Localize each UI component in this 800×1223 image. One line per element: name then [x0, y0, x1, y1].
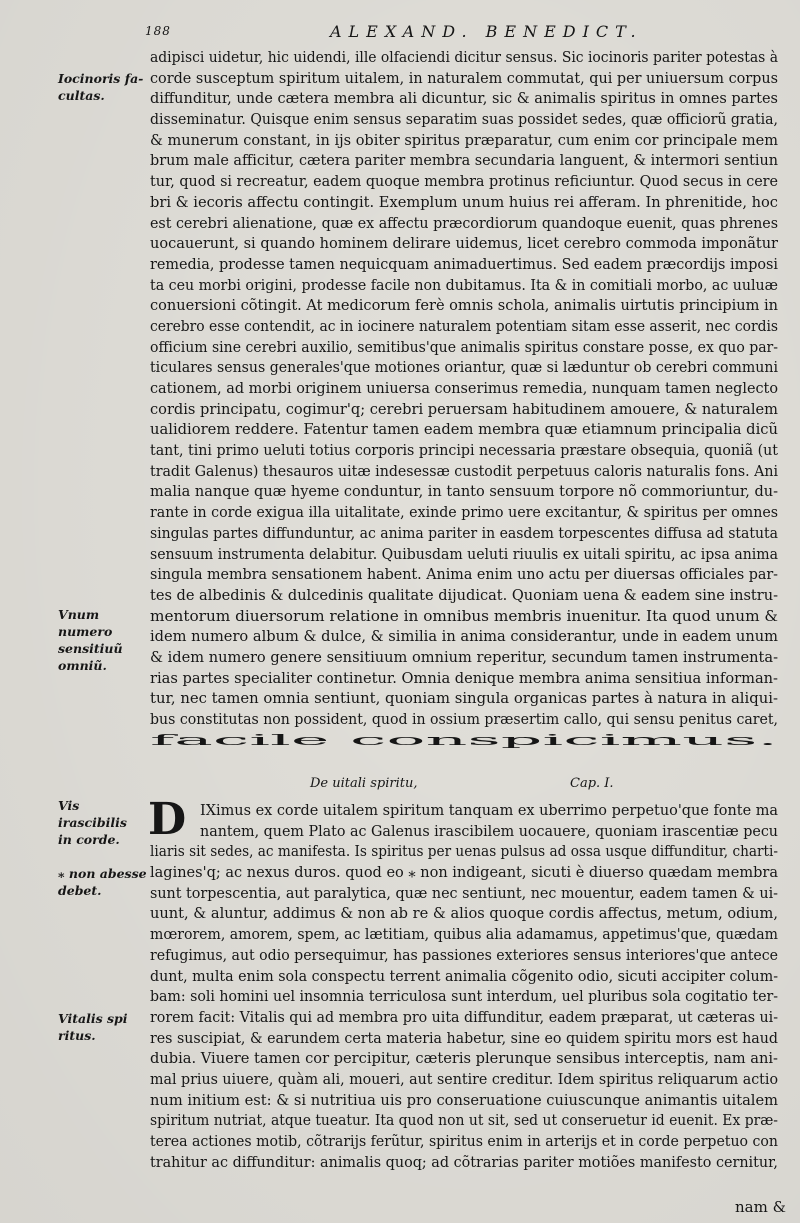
text-line: bus constitutas non possident, quod in ossium præsertim callo, qui sensu penitus caret,: [150, 710, 778, 728]
section-heading: [150, 774, 778, 796]
text-line: dubia. Viuere tamen cor percipitur, cæteris plerunque sensibus interceptis, nam ani-: [150, 1049, 778, 1068]
text-line: refugimus, aut odio persequimur, has passiones exteriores sensus interiores'que antece: [150, 945, 778, 964]
drop-cap: D: [148, 794, 187, 845]
text-line: terea actiones motib, cõtrarijs ferũtur, spiritus enim in arterijs et in corde perpetuo con: [150, 1132, 778, 1150]
page-number: 188: [145, 24, 171, 38]
text-line: facile conspicimus.: [150, 730, 778, 749]
main-text-block: [150, 47, 778, 750]
text-line: dunt, multa enim sola conspectu terrent animalia cõgenito odio, sicuti accipiter colum-: [150, 966, 778, 985]
text-line: liaris sit sedes, ac manifesta. Is spiritus per uenas pulsus ad ossa usque diffunditur, charti-: [150, 842, 778, 861]
text-line: mentorum diuersorum relatione in omnibus membris inuenitur. Ita quod unum &: [150, 606, 778, 625]
margin-note-text: ⁎ non abesse debet.: [58, 866, 147, 898]
text-line: spiritum nutriat, atque tueatur. Ita quod non ut sit, sed ut conseruetur id euenit. Ex præ-: [150, 1111, 778, 1130]
text-line: tradit Galenus) thesauros uitæ indesessæ custodit perpetuus caloris naturalis fons. Ani: [150, 461, 778, 480]
text-line: cerebro esse contendit, ac in iocinere naturalem potentiam sitam esse asserit, nec cordis: [150, 316, 778, 335]
running-header: [145, 22, 775, 44]
margin-note-text: Vis irascibilis in corde.: [58, 798, 127, 847]
text-line: cationem, ad morbi originem uniuersa conserimus remedia, nunquam tamen neglecto: [150, 379, 778, 397]
margin-note-vitalis-spiritus: [58, 1010, 148, 1044]
text-line: cordis principatu, cogimur'q; cerebri peruersam habitudinem amouere, & naturalem: [150, 399, 778, 418]
text-line: mœrorem, amorem, spem, ac lætitiam, quibus alia adamamus, appetimus'que, quædam: [150, 925, 778, 944]
text-line: uocauerunt, si quando hominem delirare uidemus, licet cerebro commoda imponãtur: [150, 234, 778, 253]
text-line: IXimus ex corde uitalem spiritum tanquam ex uberrimo perpetuo'que fonte ma: [200, 801, 778, 819]
text-line: & munerum constant, in ijs obiter spiritus præparatur, cum enim cor principale mem: [150, 130, 778, 149]
text-line: & idem numero genere sensitiuum omnium reperitur, secundum tamen instrumenta-: [150, 647, 778, 666]
text-line: corde susceptum spiritum uitalem, in naturalem commutat, qui per uniuersum corpus: [150, 68, 778, 87]
text-line: idem numero album & dulce, & similia in anima considerantur, unde in eadem unum: [150, 627, 778, 646]
text-line: num initium est: & si nutritiua uis pro conseruatione cuiuscunque animantis uitalem: [150, 1090, 778, 1109]
text-line: tant, tini primo ueluti totius corporis principi necessaria præstare obsequia, quoniã (ut: [150, 441, 778, 460]
text-line: ticulares sensus generales'que motiones oriantur, quæ si læduntur ob cerebri communi: [150, 358, 778, 377]
margin-note-text: Iocinoris fa- cultas.: [58, 71, 144, 103]
text-line: tur, nec tamen omnia sentiunt, quoniam singula organicas partes à natura in aliqui-: [150, 689, 778, 708]
running-title: ALEXAND. BENEDICT.: [330, 22, 643, 41]
margin-note-text: Vitalis spi ritus.: [58, 1011, 128, 1043]
section-title: De uitali spiritu,: [310, 776, 418, 791]
margin-note-text: Vnum numero sensitiuũ omniũ.: [58, 607, 123, 673]
margin-note-vnum-numero: [58, 606, 148, 674]
text-line: rias partes specialiter continetur. Omnia denique membra anima sensitiua informan-: [150, 668, 778, 687]
text-line: nantem, quem Plato ac Galenus irascibilem uocauere, quoniam irascentiæ pecu: [200, 821, 778, 840]
margin-note-non-abesse: [58, 865, 148, 899]
text-line: mal prius uiuere, quàm ali, moueri, aut sentire creditur. Idem spiritus reliquarum actio: [150, 1069, 778, 1088]
text-line: res suscipiat, & earundem certa materia habetur, sine eo quidem spiritu mors est haud: [150, 1028, 778, 1047]
text-line: sensuum instrumenta delabitur. Quibusdam ueluti riuulis ex uitali spiritu, ac ipsa anima: [150, 544, 778, 563]
text-line: tes de albedinis & dulcedinis qualitate dijudicat. Quoniam uena & eadem sine instru-: [150, 585, 778, 604]
text-line: bam: soli homini uel insomnia terriculosa sunt interdum, uel pluribus sola cogitatio ter-: [150, 987, 778, 1006]
text-line: ta ceu morbi origini, prodesse facile non dubitamus. Ita & in comitiali morbo, ac uuluæ: [150, 275, 778, 294]
text-line: disseminatur. Quisque enim sensus separatim suas possidet sedes, quæ officiorũ gratia,: [150, 110, 778, 129]
text-line: bri & iecoris affectu contingit. Exemplum unum huius rei afferam. In phrenitide, hoc: [150, 192, 778, 211]
text-line: adipisci uidetur, hic uidendi, ille olfaciendi dicitur sensus. Sic iocinoris pariter potestas à: [150, 48, 778, 66]
text-line: ualidiorem reddere. Fatentur tamen eadem membra quæ etiamnum principalia dicũ: [150, 420, 778, 439]
chapter-label: Cap. I.: [570, 776, 614, 791]
catchword: nam &: [735, 1198, 786, 1216]
text-line: brum male afficitur, cætera pariter membra secundaria languent, & intermori sentiun: [150, 151, 778, 170]
text-line: tur, quod si recreatur, eadem quoque membra protinus reficiuntur. Quod secus in cere: [150, 172, 778, 191]
text-line: malia nanque quæ hyeme conduntur, in tanto sensuum torpore nõ commoriuntur, du-: [150, 482, 778, 501]
text-line: diffunditur, unde cætera membra ali dicuntur, sic & animalis spiritus in omnes partes: [150, 89, 778, 108]
text-line: singulas partes diffunduntur, ac anima pariter in easdem torpescentes diffusa ad statuta: [150, 523, 778, 542]
text-line: lagines'q; ac nexus duros. quod eo ⁎ non indigeant, sicuti è diuerso quædam membra: [150, 863, 778, 882]
text-line: trahitur ac diffunditur: animalis quoq; ad cõtrarias pariter motiões manifesto cernitur,: [150, 1152, 778, 1171]
text-line: uunt, & aluntur, addimus & non ab re & alios quoque cordis affectus, metum, odium,: [150, 904, 778, 923]
text-line: conuersioni cõtingit. At medicorum ferè omnis schola, animalis uirtutis principium in: [150, 296, 778, 315]
text-line: remedia, prodesse tamen nequicquam animaduertimus. Sed eadem præcordijs imposi: [150, 254, 778, 273]
text-line: rorem facit: Vitalis qui ad membra pro uita diffunditur, eadem præparat, ut cæteras ui-: [150, 1007, 778, 1026]
margin-note-vis-irascibilis: [58, 797, 148, 848]
chapter-text-block: [148, 794, 778, 1172]
text-line: officium sine cerebri auxilio, semitibus'que animalis spiritus constare posse, ex quo par-: [150, 337, 778, 356]
text-line: est cerebri alienatione, quæ ex affectu præcordiorum quandoque euenit, quas phrenes: [150, 213, 778, 232]
text-line: singula membra sensationem habent. Anima enim uno actu per diuersas officiales par-: [150, 565, 778, 584]
text-line: rante in corde exigua illa uitalitate, exinde primo uere excitantur, & spiritus per omnes: [150, 503, 778, 522]
margin-note-iocinoris: [58, 70, 148, 104]
text-line: sunt torpescentia, aut paralytica, quæ nec sentiunt, nec mouentur, eadem tamen & ui-: [150, 883, 778, 902]
